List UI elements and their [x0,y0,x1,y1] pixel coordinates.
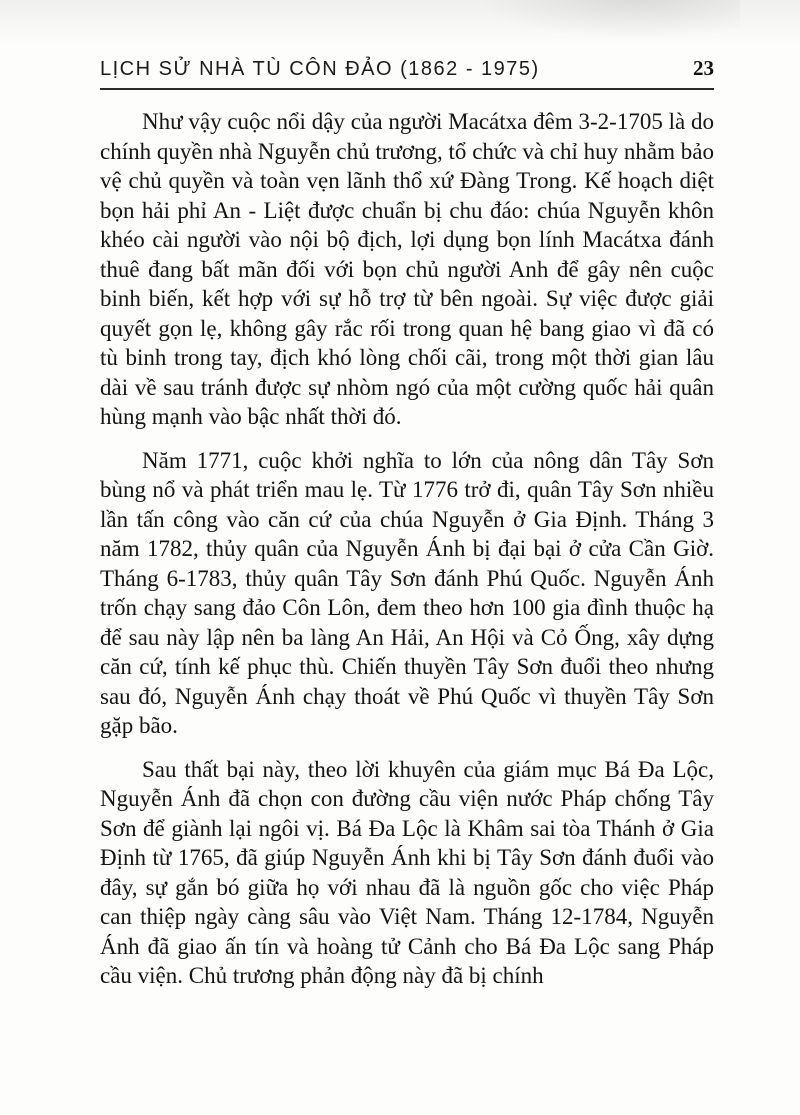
paragraph: Như vậy cuộc nổi dậy của người Macátxa đêm 3-2-1705 là do chính quyền nhà Nguyễn chủ trương, tổ chức và chỉ huy nhằm bảo vệ chủ quyền và toàn vẹn lãnh thổ xứ Đàng Trong. Kế hoạch diệt bọn hải phỉ An - Liệt được chuẩn bị chu đáo: chúa Nguyễn khôn khéo cài người vào nội bộ địch, lợi dụng bọn lính Macátxa đánh thuê đang bất mãn đối với bọn chủ người Anh để gây nên cuộc binh biến, kết hợp với sự hỗ trợ từ bên ngoài. Sự việc được giải quyết gọn lẹ, không gây rắc rối trong quan hệ bang giao vì đã có tù binh trong tay, địch khó lòng chối cãi, trong một thời gian lâu dài về sau tránh được sự nhòm ngó của một cường quốc hải quân hùng mạnh vào bậc nhất thời đó. [100,109,714,429]
running-header-title: LỊCH SỬ NHÀ TÙ CÔN ĐẢO (1862 - 1975) [100,58,540,80]
running-header [100,56,714,81]
header-rule [100,88,714,90]
scan-shadow-corner [480,0,740,40]
scan-shadow-top [0,0,800,46]
page-number: 23 [693,56,714,80]
paragraph: Sau thất bại này, theo lời khuyên của giám mục Bá Đa Lộc, Nguyễn Ánh đã chọn con đường cầu viện nước Pháp chống Tây Sơn để giành lại ngôi vị. Bá Đa Lộc là Khâm sai tòa Thánh ở Gia Định từ 1765, đã giúp Nguyễn Ánh khi bị Tây Sơn đánh đuổi vào đây, sự gắn bó giữa họ với nhau đã là nguồn gốc cho việc Pháp can thiệp ngày càng sâu vào Việt Nam. Tháng 12-1784, Nguyễn Ánh đã giao ấn tín và hoàng tử Cảnh cho Bá Đa Lộc sang Pháp cầu viện. Chủ trương phản động này đã bị chính [100,756,714,988]
page-body-text [100,107,714,991]
paragraph: Năm 1771, cuộc khởi nghĩa to lớn của nông dân Tây Sơn bùng nổ và phát triển mau lẹ. Từ 1776 trở đi, quân Tây Sơn nhiều lần tấn công vào căn cứ của chúa Nguyễn ở Gia Định. Tháng 3 năm 1782, thủy quân của Nguyễn Ánh bị đại bại ở cửa Cần Giờ. Tháng 6-1783, thủy quân Tây Sơn đánh Phú Quốc. Nguyễn Ánh trốn chạy sang đảo Côn Lôn, đem theo hơn 100 gia đình thuộc hạ để sau này lập nên ba làng An Hải, An Hội và Cỏ Ống, xây dựng căn cứ, tính kế phục thù. Chiến thuyền Tây Sơn đuổi theo nhưng sau đó, Nguyễn Ánh chạy thoát về Phú Quốc vì thuyền Tây Sơn gặp bão. [100,447,714,738]
